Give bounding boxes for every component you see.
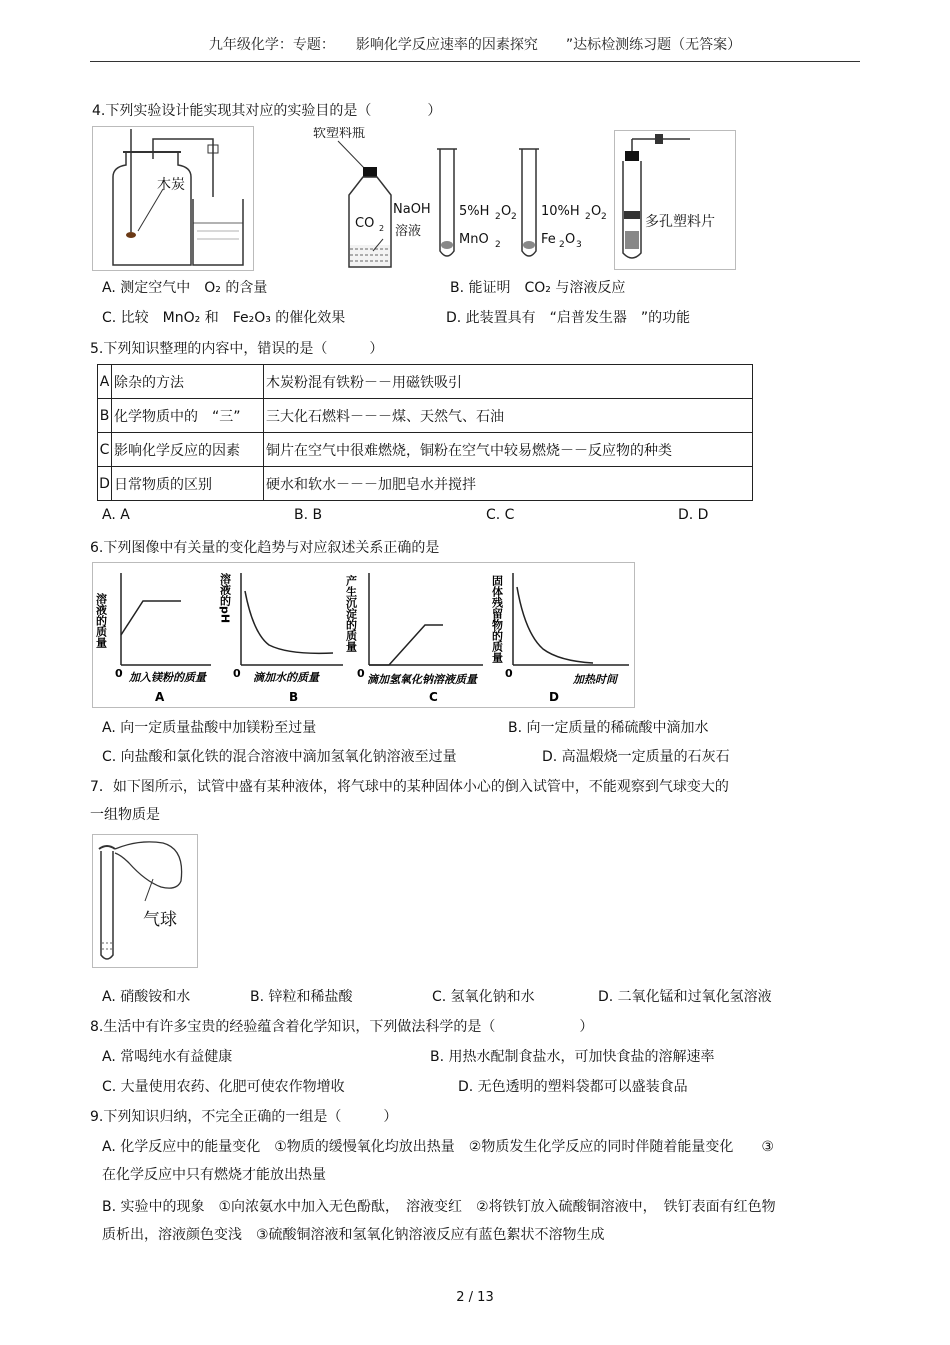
charcoal-label: 木炭 (157, 177, 185, 193)
q8-stem: 8.生活中有许多宝贵的经验蕴含着化学知识，下列做法科学的是（ ） (90, 1019, 594, 1035)
svg-text:2: 2 (601, 212, 607, 222)
co2-subscript: 2 (379, 224, 385, 233)
table-row (98, 467, 753, 501)
graph-a-origin: 0 (115, 667, 123, 680)
graph-a-letter: A (155, 690, 165, 704)
graph-d-letter: D (549, 690, 559, 704)
graph-d-xlabel: 加热时间 (573, 673, 617, 686)
co2-bottle-icon (313, 127, 435, 272)
q7-option-a[interactable]: A. 硝酸铵和水 (102, 989, 191, 1005)
graph-a-curve (121, 601, 181, 635)
q6-option-d[interactable]: D. 高温煅烧一定质量的石灰石 (542, 749, 730, 765)
svg-text:O: O (591, 204, 602, 219)
q9-stem: 9.下列知识归纳，不完全正确的一组是（ ） (90, 1109, 398, 1125)
q4-figure-a (92, 126, 254, 271)
charcoal-apparatus-icon (93, 127, 253, 270)
svg-text:2: 2 (585, 212, 591, 222)
q5-option-a[interactable]: A. A (102, 507, 130, 523)
q4-option-d[interactable]: D. 此装置具有 “启普发生器 ”的功能 (446, 310, 691, 326)
q6-graphs-figure (92, 562, 635, 708)
q9-option-a-line1[interactable]: A. 化学反应中的能量变化 ①物质的缓慢氧化均放出热量 ②物质发生化学反应的同时伴随着能量变化 ③ (102, 1139, 774, 1155)
co2-label: CO (355, 216, 375, 231)
h2o2-10-label: 10%H (541, 204, 580, 219)
mno2-label: MnO (459, 232, 489, 247)
graph-c-origin: 0 (357, 667, 365, 680)
q4-option-b[interactable]: B. 能证明 CO₂ 与溶液反应 (450, 280, 626, 296)
graph-b-curve (245, 591, 333, 653)
table-row (98, 399, 753, 433)
fe2o3-label: Fe (541, 232, 556, 247)
q4-figure-b (312, 126, 434, 271)
row-content: 三大化石燃料－－－煤、天然气、石油 (264, 399, 753, 433)
row-letter: A (98, 365, 112, 399)
q6-graphs-svg (93, 563, 634, 707)
q5-option-c[interactable]: C. C (486, 507, 515, 523)
q8-option-d[interactable]: D. 无色透明的塑料袋都可以盛装食品 (458, 1079, 688, 1095)
svg-text:2: 2 (511, 212, 517, 222)
q9-option-a-line2[interactable]: 在化学反应中只有燃烧才能放出热量 (102, 1167, 326, 1183)
q5-option-d[interactable]: D. D (678, 507, 709, 523)
q4-option-a[interactable]: A. 测定空气中 O₂ 的含量 (102, 280, 268, 296)
graph-b-origin: 0 (233, 667, 241, 680)
q8-option-b[interactable]: B. 用热水配制食盐水，可加快食盐的溶解速率 (430, 1049, 715, 1065)
graph-d-ylabel: 固体残留物的质量 (490, 575, 504, 663)
q7-option-c[interactable]: C. 氢氧化钠和水 (432, 989, 535, 1005)
graph-c-letter: C (429, 690, 438, 704)
q9-option-b-line1[interactable]: B. 实验中的现象 ①向浓氨水中加入无色酚酞， 溶液变红 ②将铁钉放入硫酸铜溶液中， 铁钉表面有红色物 (102, 1199, 776, 1215)
q7-balloon-figure (92, 834, 198, 968)
graph-c-curve (369, 625, 443, 665)
catalyst-tubes-icon (435, 147, 615, 271)
row-content: 铜片在空气中很难燃烧，铜粉在空气中较易燃烧－－反应物的种类 (264, 433, 753, 467)
row-letter: B (98, 399, 112, 433)
table-row (98, 365, 753, 399)
q6-stem: 6.下列图像中有关量的变化趋势与对应叙述关系正确的是 (90, 540, 440, 556)
row-topic: 除杂的方法 (112, 365, 264, 399)
page-header: 九年级化学：专题： 影响化学反应速率的因素探究 ”达标检测练习题（无答案） (208, 37, 742, 53)
q8-option-c[interactable]: C. 大量使用农药、化肥可使农作物增收 (102, 1079, 345, 1095)
q5-stem: 5.下列知识整理的内容中，错误的是（ ） (90, 341, 384, 357)
graph-a-ylabel: 溶液的质量 (94, 593, 108, 648)
q4-figure-d (614, 130, 736, 270)
graph-c (345, 573, 484, 704)
q6-option-a[interactable]: A. 向一定质量盐酸中加镁粉至过量 (102, 720, 317, 736)
porous-tube-icon (615, 131, 735, 269)
graph-c-xlabel: 滴加氢氧化钠溶液质量 (367, 673, 477, 686)
soft-bottle-label: 软塑料瓶 (313, 127, 366, 141)
q4-stem: 4.下列实验设计能实现其对应的实验目的是（ ） (92, 103, 442, 119)
graph-d-curve (517, 587, 593, 663)
row-topic: 影响化学反应的因素 (112, 433, 264, 467)
q6-option-c[interactable]: C. 向盐酸和氯化铁的混合溶液中滴加氢氧化钠溶液至过量 (102, 749, 457, 765)
svg-text:3: 3 (576, 240, 582, 250)
h2o2-5-label: 5%H (459, 204, 490, 219)
porous-plate-label: 多孔塑料片 (645, 214, 715, 230)
q7-option-d[interactable]: D. 二氧化锰和过氧化氢溶液 (598, 989, 772, 1005)
page-number: 2 / 13 (456, 1290, 494, 1305)
balloon-label: 气球 (143, 910, 177, 930)
solution-label: 溶液 (395, 224, 422, 239)
svg-text:O: O (501, 204, 512, 219)
naoh-label: NaOH (393, 202, 431, 217)
table-row (98, 433, 753, 467)
row-letter: C (98, 433, 112, 467)
graph-d (491, 573, 630, 704)
graph-d-origin: 0 (505, 667, 513, 680)
row-topic: 日常物质的区别 (112, 467, 264, 501)
graph-b-ylabel: 溶液的pH (218, 573, 232, 624)
svg-text:2: 2 (495, 240, 501, 250)
graph-b-letter: B (289, 690, 299, 704)
header-rule (90, 61, 860, 62)
q5-option-b[interactable]: B. B (294, 507, 323, 523)
row-content: 硬水和软水－－－加肥皂水并搅拌 (264, 467, 753, 501)
row-letter: D (98, 467, 112, 501)
svg-text:O: O (565, 232, 576, 247)
graph-b-xlabel: 滴加水的质量 (253, 671, 319, 684)
q7-stem-line2: 一组物质是 (90, 807, 160, 823)
q4-option-c[interactable]: C. 比较 MnO₂ 和 Fe₂O₃ 的催化效果 (102, 310, 346, 326)
q6-option-b[interactable]: B. 向一定质量的稀硫酸中滴加水 (508, 720, 709, 736)
q5-knowledge-table (97, 364, 753, 501)
balloon-tube-icon (93, 835, 197, 967)
q4-figure-c (434, 146, 614, 270)
svg-text:2: 2 (495, 212, 501, 222)
q9-option-b-line2[interactable]: 质析出，溶液颜色变浅 ③硫酸铜溶液和氢氧化钠溶液反应有蓝色絮状不溶物生成 (102, 1227, 605, 1243)
q7-stem-line1: 7．如下图所示，试管中盛有某种液体，将气球中的某种固体小心的倒入试管中，不能观察到气球变大的 (90, 779, 729, 795)
svg-text:2: 2 (559, 240, 565, 250)
row-content: 木炭粉混有铁粉－－用磁铁吸引 (264, 365, 753, 399)
graph-c-ylabel: 产生沉淀的质量 (344, 575, 358, 652)
q8-option-a[interactable]: A. 常喝纯水有益健康 (102, 1049, 233, 1065)
graph-a-xlabel: 加入镁粉的质量 (129, 671, 206, 684)
row-topic: 化学物质中的 “三” (112, 399, 264, 433)
q7-option-b[interactable]: B. 锌粒和稀盐酸 (250, 989, 353, 1005)
graph-a (95, 573, 212, 704)
graph-b (219, 572, 344, 704)
